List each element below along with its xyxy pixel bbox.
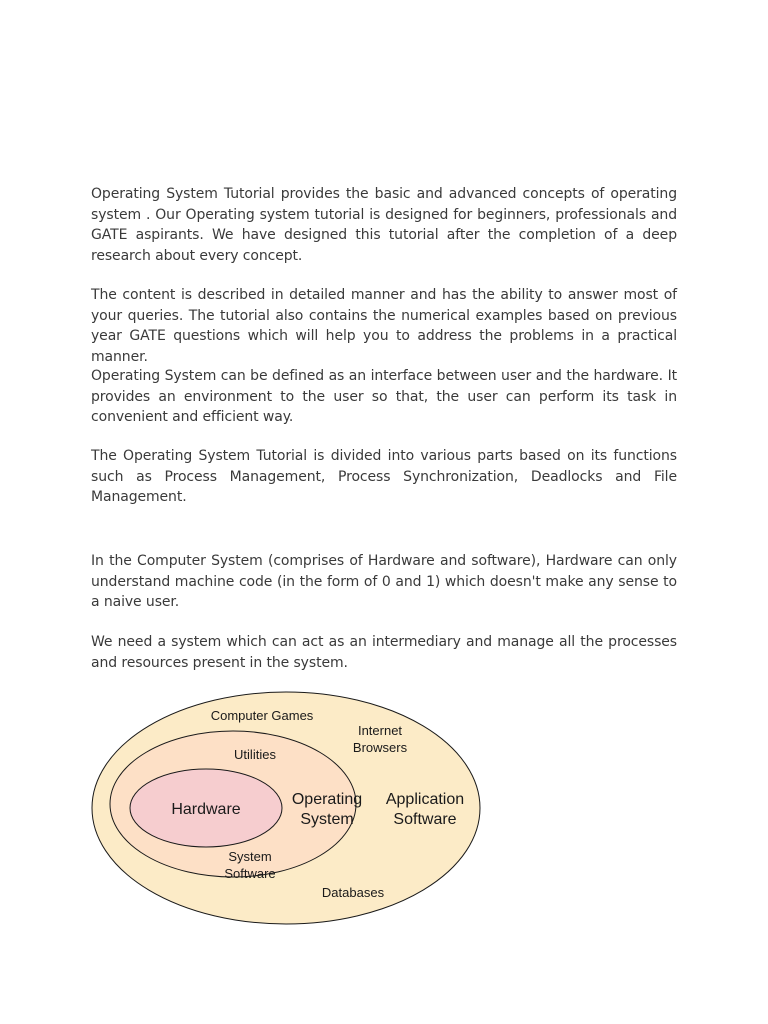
hardware-label: Hardware	[171, 801, 241, 818]
internet-browsers-label-line1: Internet	[357, 723, 403, 738]
content-paragraph: The content is described in detailed manner and has the ability to answer most of your queries. The tutorial also contains the numerical examples based on previous year GATE questions which will help you to address the problems in a practical manner.	[91, 287, 677, 366]
databases-label: Databases	[321, 885, 385, 900]
operating-system-label-line1: Operating	[291, 791, 363, 808]
application-software-label-line2: Software	[393, 811, 457, 828]
os-layers-diagram	[88, 688, 484, 928]
intro-paragraph: Operating System Tutorial provides the basic and advanced concepts of operating system . Our Operating system tutorial is designed for beginners, professionals and GATE aspirants. We have designed this tutorial after the completion of a deep research about every concept.	[91, 186, 677, 265]
system-software-label-line2: Software	[224, 866, 276, 881]
parts-paragraph: The Operating System Tutorial is divided into various parts based on its functions such as Process Management, Process Synchronization, Deadlocks and File Management.	[91, 448, 677, 506]
system-software-label-line1: System	[228, 849, 272, 864]
operating-system-label-line2: System	[300, 811, 354, 828]
intermediary-paragraph: We need a system which can act as an intermediary and manage all the processes and resources present in the system.	[91, 634, 677, 671]
definition-paragraph: Operating System can be defined as an interface between user and the hardware. It provides an environment to the user so that, the user can perform its task in convenient and efficient way.	[91, 368, 677, 426]
computer-system-paragraph: In the Computer System (comprises of Hardware and software), Hardware can only understand machine code (in the form of 0 and 1) which doesn't make any sense to a naive user.	[91, 553, 677, 611]
internet-browsers-label-line2: Browsers	[352, 740, 408, 755]
application-software-label-line1: Application	[385, 791, 465, 808]
utilities-label: Utilities	[234, 747, 276, 762]
computer-games-label: Computer Games	[210, 708, 314, 723]
